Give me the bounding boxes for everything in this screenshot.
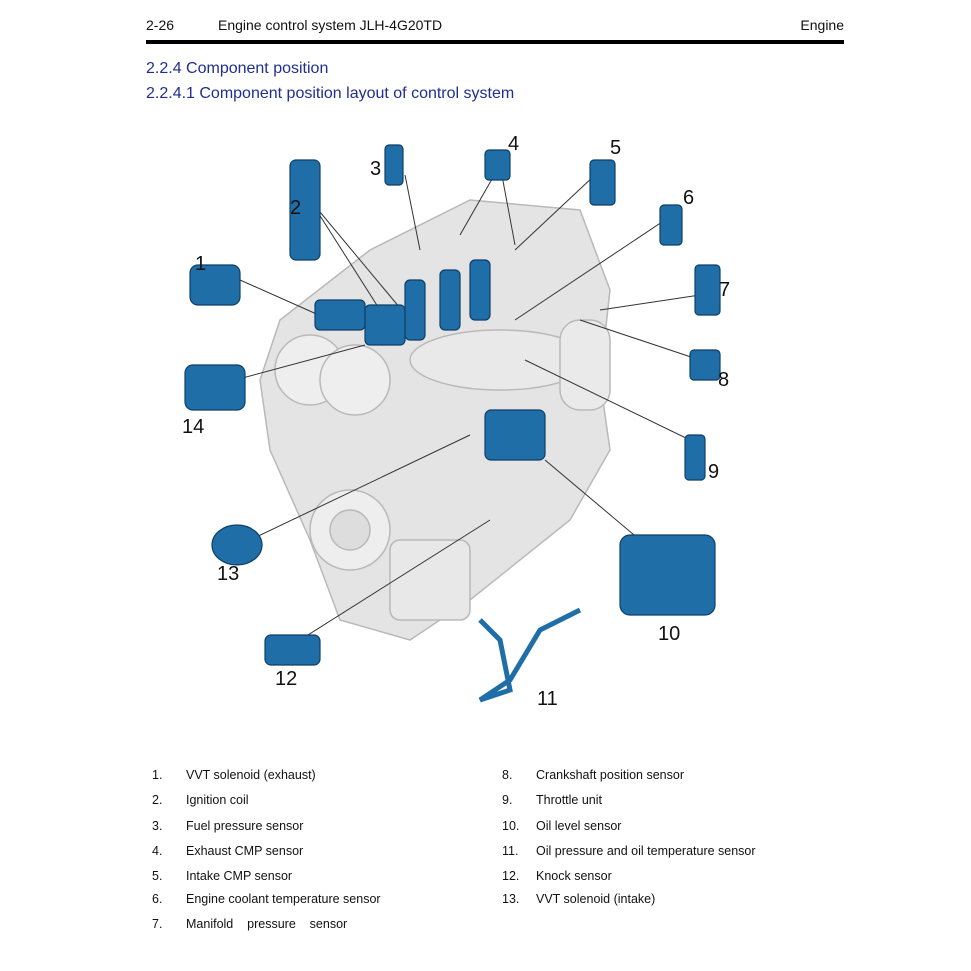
engine-coolant-temperature-sensor [660, 205, 682, 245]
fuel-pressure-sensor [385, 145, 403, 185]
callout-13: 13 [217, 563, 240, 585]
exhaust-cmp-sensor [485, 150, 510, 180]
callout-8: 8 [718, 369, 730, 391]
oil-pressure-temperature-sensor [480, 610, 580, 700]
chapter-name: Engine [800, 17, 844, 33]
callout-6: 6 [683, 187, 695, 209]
heading-layout: 2.2.4.1 Component position layout of control system [146, 85, 515, 102]
callout-10: 10 [658, 623, 681, 645]
throttle-body [485, 410, 545, 460]
engine-block [260, 200, 610, 640]
oil-level-sensor [620, 535, 715, 615]
legend-item: 7. Manifold pressure sensor [152, 917, 348, 931]
crankshaft-position-sensor [690, 350, 720, 380]
page-number: 2-26 [146, 17, 175, 33]
callout-1: 1 [195, 253, 207, 275]
callout-11: 11 [537, 688, 558, 710]
callout-7: 7 [719, 279, 731, 301]
vvt-solenoid-exhaust-2 [185, 365, 245, 410]
legend-item: 8. Crankshaft position sensor [502, 768, 684, 782]
legend-item: 11. Oil pressure and oil temperature sensor [502, 844, 756, 858]
legend-item: 10. Oil level sensor [502, 819, 622, 833]
throttle-unit [685, 435, 705, 480]
header-rule [146, 40, 844, 44]
section-title: Engine control system JLH-4G20TD [218, 17, 443, 33]
callout-14: 14 [182, 416, 205, 438]
intake-cmp-sensor [590, 160, 615, 205]
callout-5: 5 [610, 137, 622, 159]
engine-component-diagram [140, 120, 840, 740]
legend-item: 5. Intake CMP sensor [152, 869, 293, 883]
knock-sensor [265, 635, 320, 665]
legend-item: 6. Engine coolant temperature sensor [152, 892, 381, 906]
callout-2: 2 [290, 197, 302, 219]
vvt-solenoid-intake [212, 525, 262, 565]
callout-4: 4 [508, 133, 520, 155]
callout-3: 3 [370, 158, 382, 180]
callout-12: 12 [275, 668, 298, 690]
legend-item: 4. Exhaust CMP sensor [152, 844, 304, 858]
page-header [146, 14, 844, 36]
legend-item: 9. Throttle unit [502, 793, 603, 807]
legend-item: 3. Fuel pressure sensor [152, 819, 304, 833]
legend-item: 1. VVT solenoid (exhaust) [152, 768, 316, 782]
heading-component-position: 2.2.4 Component position [146, 60, 329, 77]
manifold-pressure-sensor [695, 265, 720, 315]
legend-item: 2. Ignition coil [152, 793, 249, 807]
legend-item: 12. Knock sensor [502, 869, 612, 883]
callout-9: 9 [708, 461, 720, 483]
legend-item: 13. VVT solenoid (intake) [502, 892, 656, 906]
